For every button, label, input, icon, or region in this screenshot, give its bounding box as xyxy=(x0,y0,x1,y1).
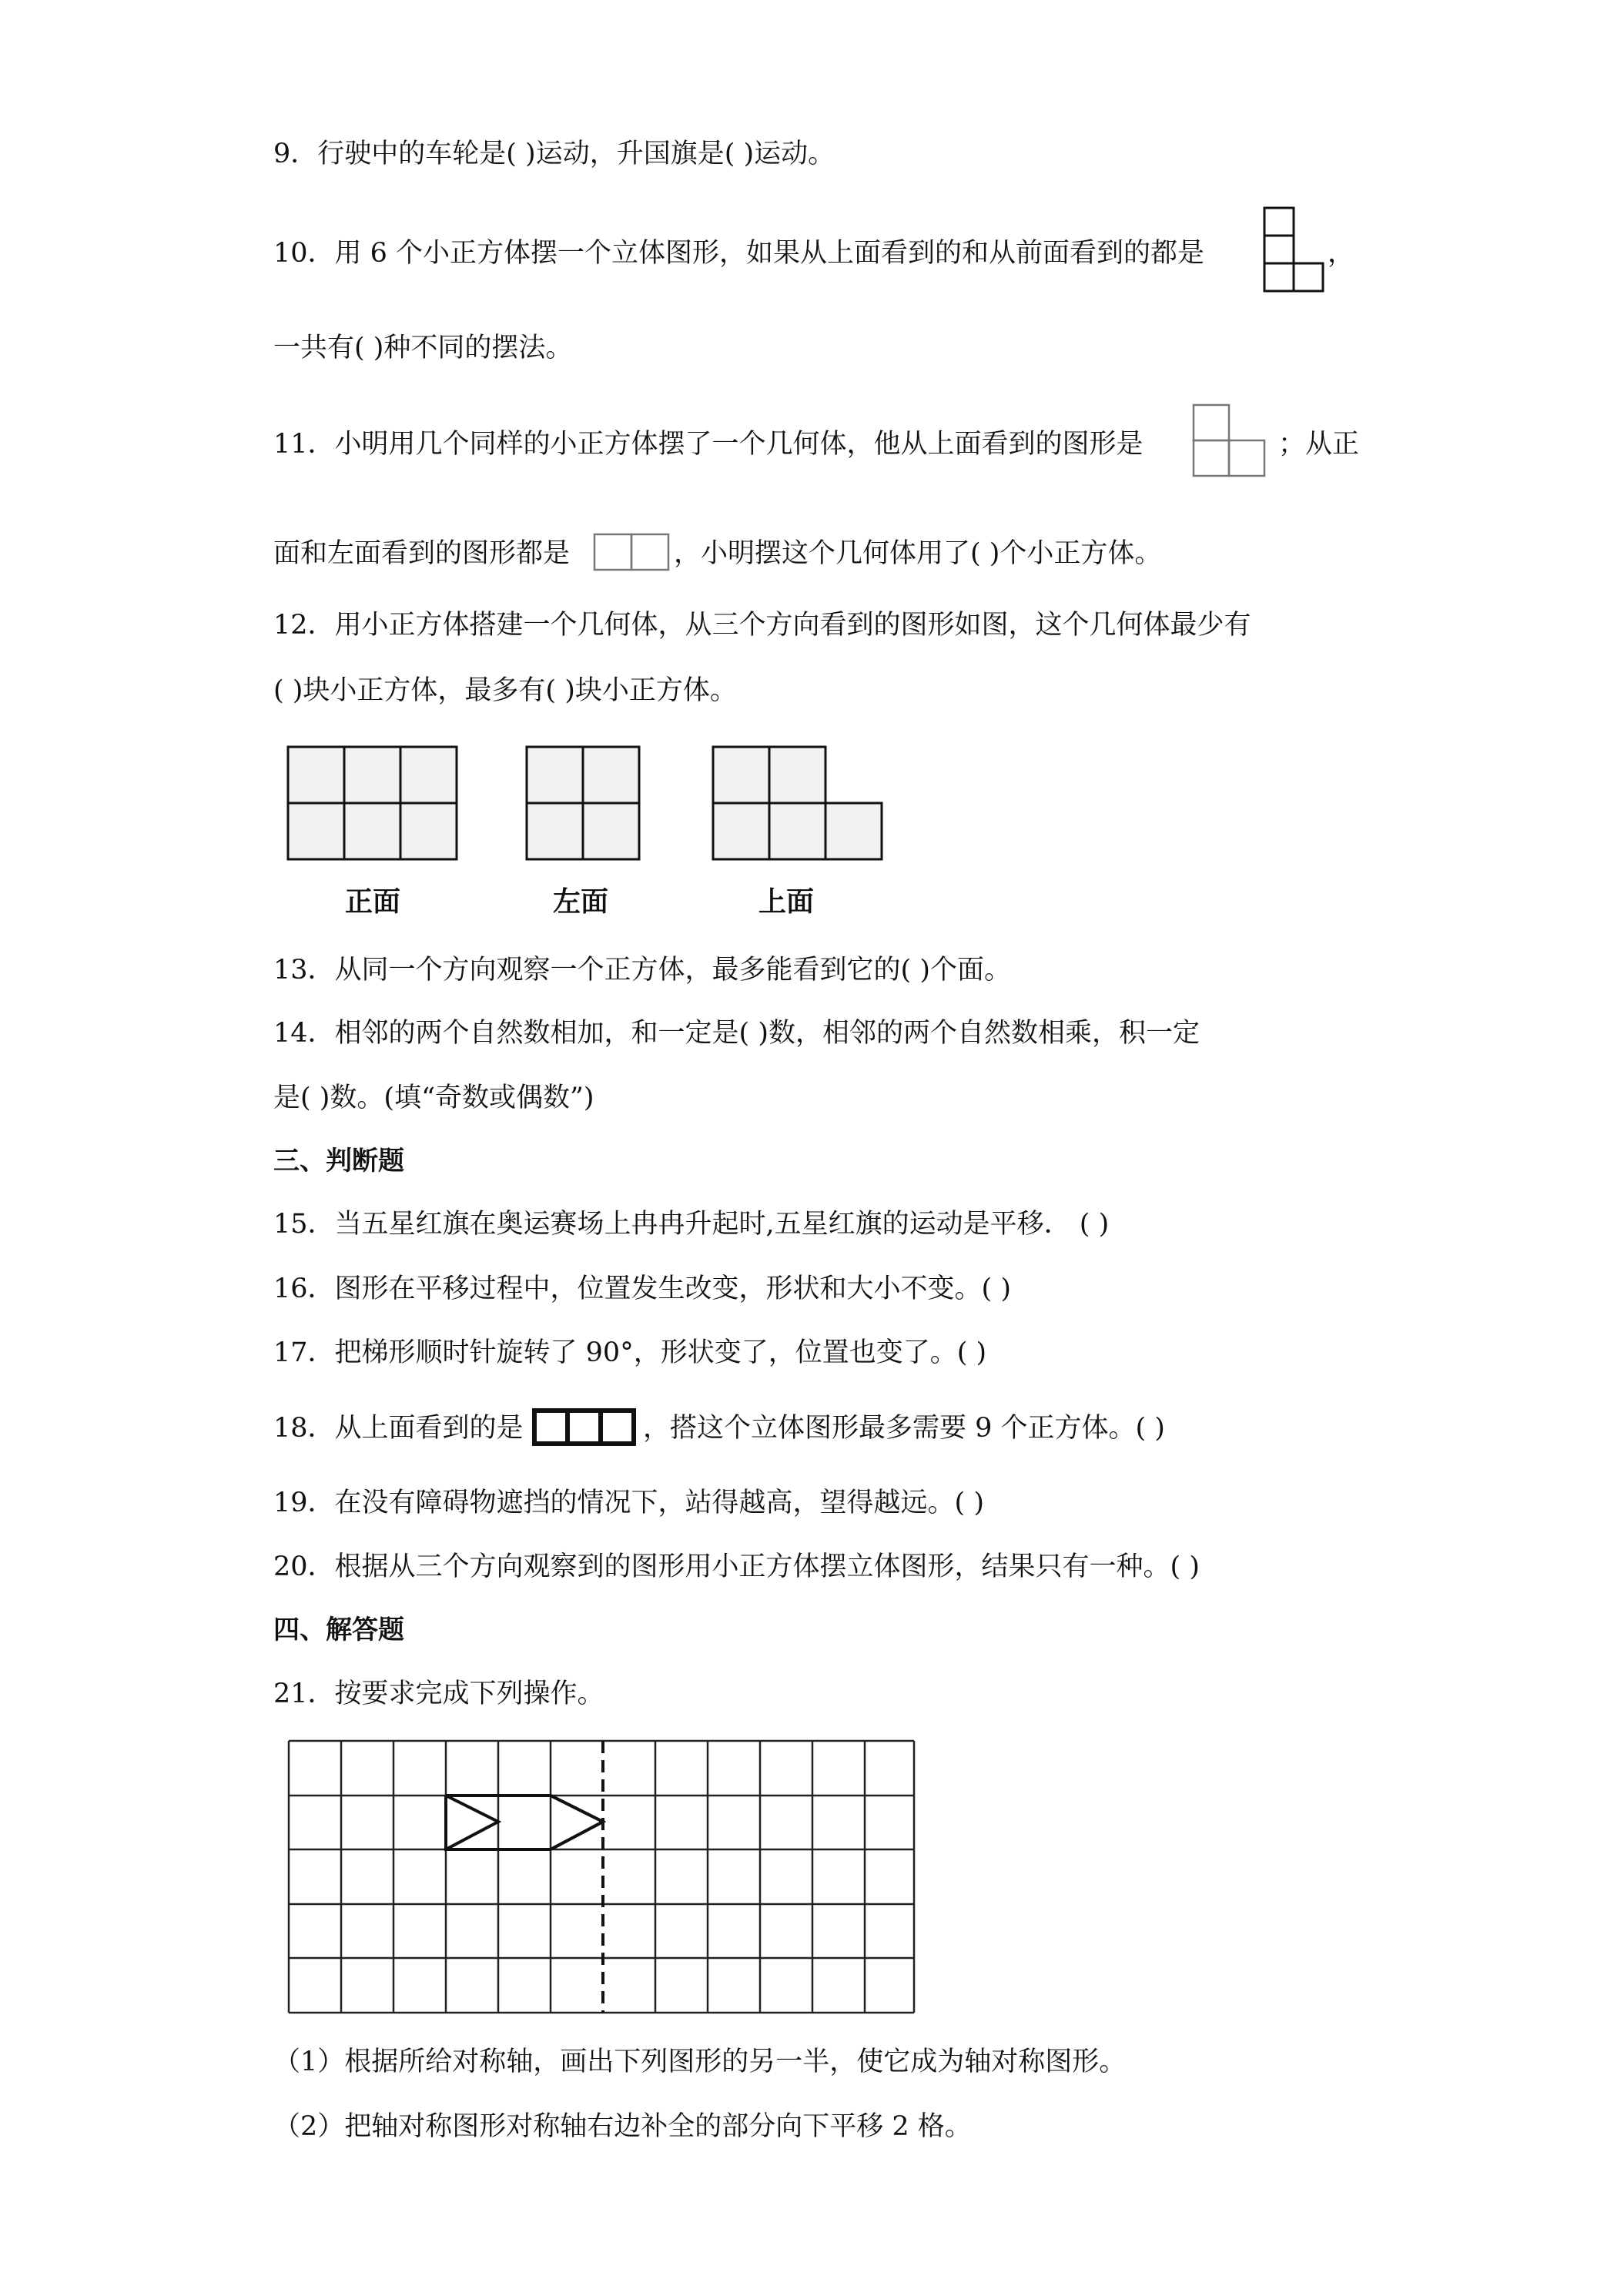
question-18-end: ，搭这个立体图形最多需要 9 个正方体。( ) xyxy=(643,1413,1165,1444)
question-15: 15．当五星红旗在奥运赛场上冉冉升起时,五星红旗的运动是平移． ( ) xyxy=(273,1209,1110,1240)
question-10-line1: 10．用 6 个小正方体摆一个立体图形，如果从上面看到的和从前面看到的都是 xyxy=(273,238,1205,269)
three-square-view-icon xyxy=(531,1407,639,1448)
left-view-label: 左面 xyxy=(553,886,609,918)
front-left-view-icon xyxy=(593,533,671,573)
question-17: 17．把梯形顺时针旋转了 90°，形状变了，位置也变了。( ) xyxy=(273,1337,987,1368)
question-18-start: 18．从上面看到的是 xyxy=(273,1413,524,1444)
top-view-label: 上面 xyxy=(758,886,815,918)
question-19: 19．在没有障碍物遮挡的情况下，站得越高，望得越远。( ) xyxy=(273,1488,984,1518)
section-solve-heading: 四、解答题 xyxy=(273,1615,404,1645)
front-view-label: 正面 xyxy=(345,886,401,918)
question-12-line2: ( )块小正方体，最多有( )块小正方体。 xyxy=(273,675,737,706)
top-view-icon xyxy=(1192,403,1267,480)
question-11-line2-end: ，小明摆这个几何体用了( )个小正方体。 xyxy=(674,538,1162,569)
question-13: 13．从同一个方向观察一个正方体，最多能看到它的( )个面。 xyxy=(273,955,1011,986)
question-10-line2: 一共有( )种不同的摆法。 xyxy=(273,333,573,363)
question-9: 9．行驶中的车轮是( )运动，升国旗是( )运动。 xyxy=(273,139,835,169)
question-14-line2: 是( )数。(填“奇数或偶数”) xyxy=(273,1083,594,1113)
question-21: 21．按要求完成下列操作。 xyxy=(273,1678,604,1709)
question-16: 16．图形在平移过程中，位置发生改变，形状和大小不变。( ) xyxy=(273,1274,1011,1304)
question-20: 20．根据从三个方向观察到的图形用小正方体摆立体图形，结果只有一种。( ) xyxy=(273,1551,1200,1582)
question-21-part1: （1）根据所给对称轴，画出下列图形的另一半，使它成为轴对称图形。 xyxy=(273,2047,1127,2077)
question-10-comma: ， xyxy=(1328,238,1355,269)
question-14-line1: 14．相邻的两个自然数相加，和一定是( )数，相邻的两个自然数相乘，积一定 xyxy=(273,1018,1200,1049)
question-12-line1: 12．用小正方体搭建一个几何体，从三个方向看到的图形如图，这个几何体最少有 xyxy=(273,610,1251,641)
front-view-figure xyxy=(286,745,459,862)
left-view-figure xyxy=(525,745,642,862)
section-judge-heading: 三、判断题 xyxy=(273,1146,404,1176)
l-shape-view-icon xyxy=(1263,206,1324,293)
question-11-line1: 11．小明用几个同样的小正方体摆了一个几何体，他从上面看到的图形是 xyxy=(273,429,1143,460)
question-21-part2: （2）把轴对称图形对称轴右边补全的部分向下平移 2 格。 xyxy=(273,2111,972,2142)
symmetry-grid[interactable] xyxy=(286,1739,916,2016)
question-11-line2-start: 面和左面看到的图形都是 xyxy=(273,538,571,569)
top-view-figure xyxy=(712,745,886,862)
question-11-line1-end: ；从正 xyxy=(1278,429,1360,460)
